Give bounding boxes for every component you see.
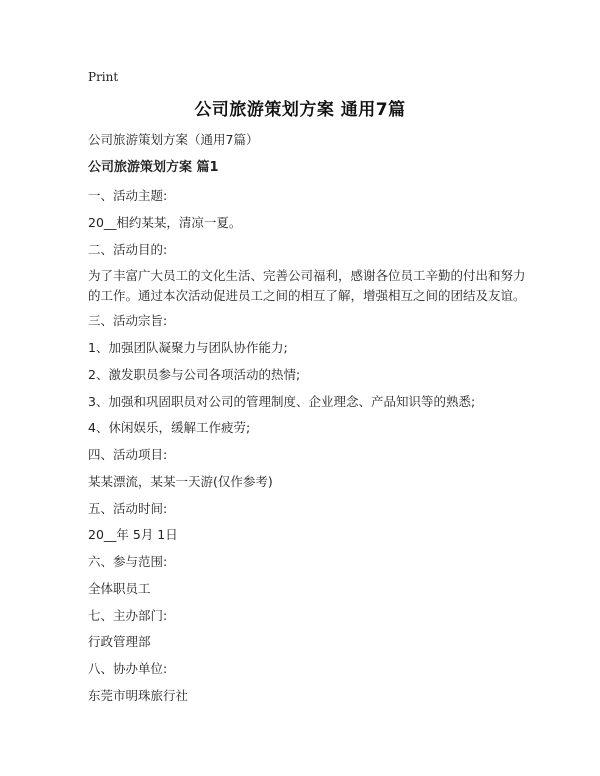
list-item-tenet-1: 1、加强团队凝聚力与团队协作能力; [88,340,288,355]
heading-activity-time: 五、活动时间: [88,501,168,516]
paragraph-organizer: 行政管理部 [88,634,151,649]
heading-activity-purpose: 二、活动目的: [88,242,168,257]
paragraph-activity-theme: 20__相约某某，清凉一夏。 [88,215,242,230]
heading-participation-scope: 六、参与范围: [88,554,168,569]
list-item-tenet-4: 4、休闲娱乐，缓解工作疲劳; [88,420,251,435]
document-subtitle: 公司旅游策划方案（通用7篇） [88,132,259,147]
print-link[interactable]: Print [88,70,119,84]
paragraph-co-organizer: 东莞市明珠旅行社 [88,688,189,703]
list-item-tenet-3: 3、加强和巩固职员对公司的管理制度、企业理念、产品知识等的熟悉; [88,394,476,409]
paragraph-activity-items: 某某漂流，某某一天游(仅作参考) [88,474,273,489]
document-title: 公司旅游策划方案 通用7篇 [194,100,406,120]
paragraph-activity-time: 20__年 5月 1日 [88,527,178,542]
section-heading: 公司旅游策划方案 篇1 [88,160,219,175]
list-item-tenet-2: 2、激发职员参与公司各项活动的热情; [88,367,301,382]
paragraph-participation-scope: 全体职员工 [88,581,151,596]
heading-co-organizer: 八、协办单位: [88,661,168,676]
heading-organizer: 七、主办部门: [88,608,168,623]
heading-activity-items: 四、活动项目: [88,447,168,462]
heading-activity-theme: 一、活动主题: [88,188,168,203]
heading-activity-tenet: 三、活动宗旨: [88,313,168,328]
paragraph-activity-purpose: 为了丰富广大员工的文化生活、完善公司福利，感谢各位员工辛勤的付出和努力的工作。通过本次活动促进员工之间的相互了解，增强相互之间的团结及友谊。 [88,268,526,303]
